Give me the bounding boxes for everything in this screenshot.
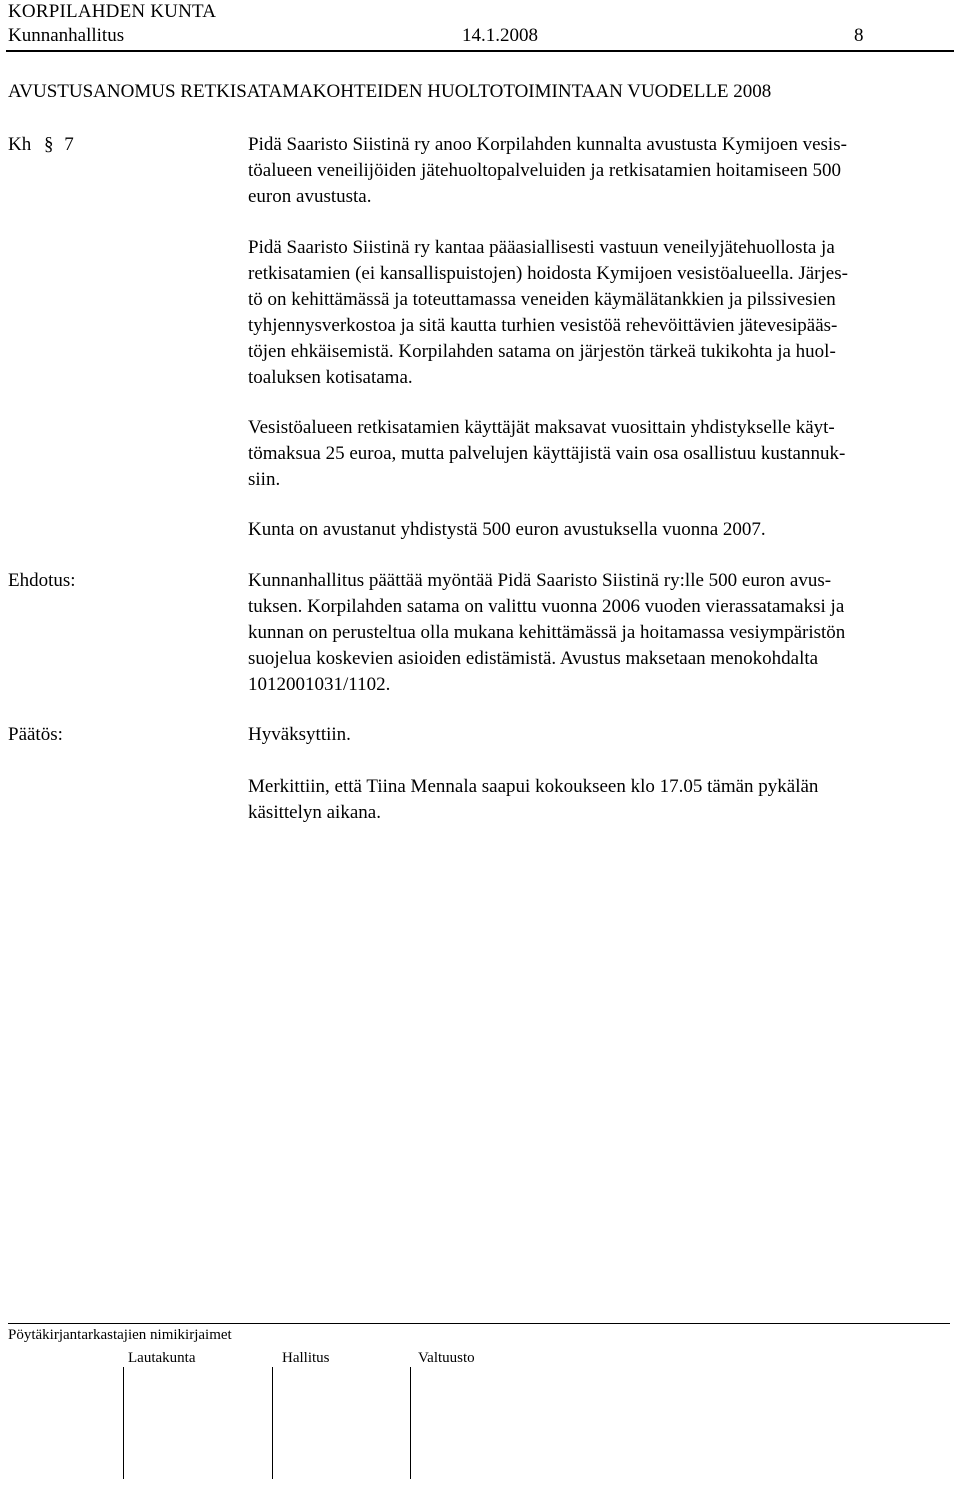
section-symbol: § — [43, 134, 54, 155]
footer-col-valtuusto: Valtuusto — [418, 1350, 475, 1366]
meeting-body: Kunnanhallitus — [8, 25, 125, 46]
section-number: 7 — [64, 134, 74, 155]
proposal-text: Kunnanhallitus päättää myöntää Pidä Saaristo Siistinä ry:lle 500 euron avus- tuksen. Korpilahden satama on valittu vuonna 2006 vuoden vierassatamaksi ja kunnan on perusteltua olla mukana kehittämässä ja hoitamassa vesiympäristön suojelua koskevien asioiden edistämistä. Avustus maksetaan menokohdalta 1012001031/1102. — [248, 570, 846, 695]
decision-text: Hyväksyttiin. — [248, 724, 351, 745]
paragraph-responsibility: Pidä Saaristo Siistinä ry kantaa pääasiallisesti vastuun veneilyjätehuollosta ja retkisatamien (ei kansallispuistojen) hoidosta Kymijoen vesistöalueella. Järjes- tö on kehittämässä ja toteuttamassa veneiden käymälätankkien ja pilssivesien tyhjennysverkostoa ja sitä kautta turhien vesistöä rehevöittävien jätevesipääs- töjen ehkäisemistä. Korpilahden satama on järjestön tärkeä tukikohta ja huol- toaluksen kotisatama. — [248, 237, 848, 388]
page-number: 8 — [854, 25, 864, 46]
signature-box-divider — [410, 1367, 411, 1479]
section-label — [8, 132, 74, 158]
decision-label: Päätös: — [8, 724, 63, 745]
signature-box-divider — [272, 1367, 273, 1479]
document-title: AVUSTUSANOMUS RETKISATAMAKOHTEIDEN HUOLTOTOIMINTAAN VUODELLE 2008 — [8, 81, 772, 102]
footer-col-hallitus: Hallitus — [282, 1350, 330, 1366]
meeting-date: 14.1.2008 — [462, 25, 538, 46]
paragraph-user-fees: Vesistöalueen retkisatamien käyttäjät maksavat vuosittain yhdistykselle käyt- tömaksua 25 euroa, mutta palvelujen käyttäjistä vain osa osallistuu kustannuk- siin. — [248, 417, 846, 490]
footer-divider — [8, 1323, 950, 1324]
footer-col-lautakunta: Lautakunta — [128, 1350, 196, 1366]
organization-name: KORPILAHDEN KUNTA — [8, 1, 217, 22]
paragraph-previous-grant: Kunta on avustanut yhdistystä 500 euron avustuksella vuonna 2007. — [248, 519, 766, 540]
decision-note: Merkittiin, että Tiina Mennala saapui kokoukseen klo 17.05 tämän pykälän käsittelyn aikana. — [248, 776, 819, 823]
footer-signature-label: Pöytäkirjantarkastajien nimikirjaimet — [8, 1327, 232, 1343]
section-prefix: Kh — [8, 134, 32, 155]
proposal-label: Ehdotus: — [8, 570, 76, 591]
signature-box-divider — [123, 1367, 124, 1479]
header-divider — [6, 50, 954, 52]
paragraph-application: Pidä Saaristo Siistinä ry anoo Korpilahden kunnalta avustusta Kymijoen vesis- töalueen veneilijöiden jätehuoltopalveluiden ja retkisatamien hoitamiseen 500 euron avustusta. — [248, 134, 847, 207]
